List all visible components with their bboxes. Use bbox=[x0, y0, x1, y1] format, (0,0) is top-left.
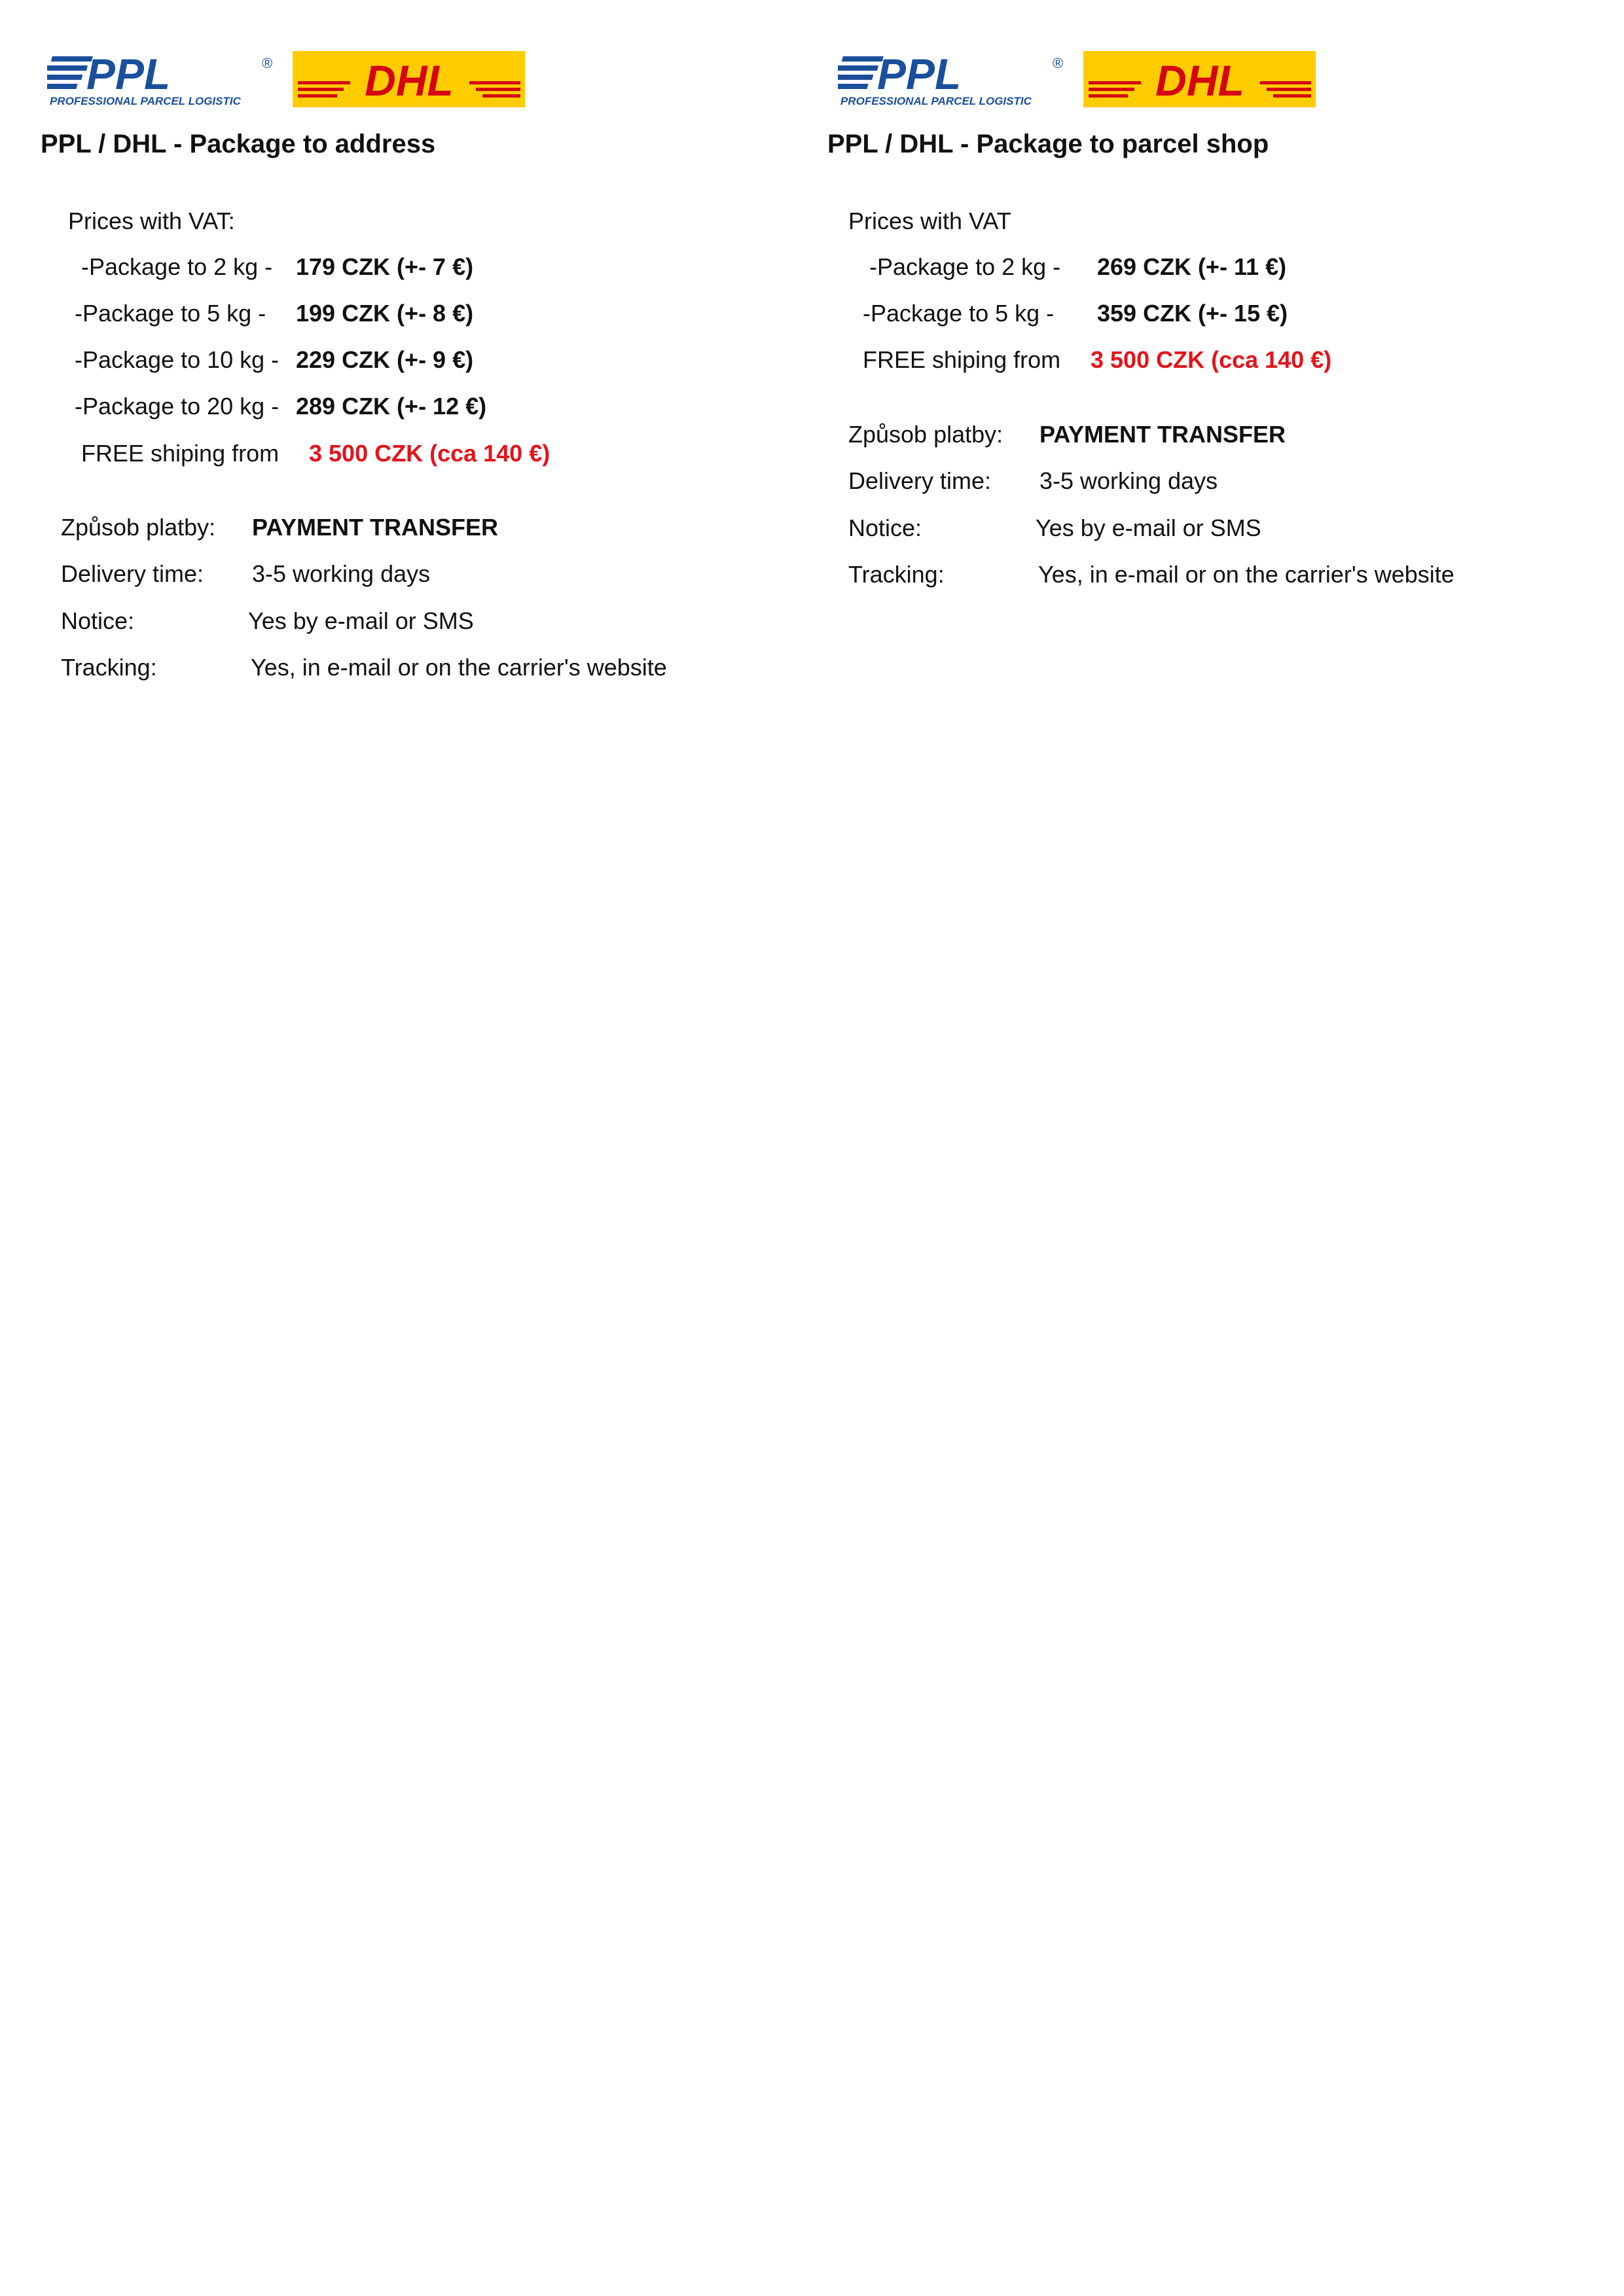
info-value: PAYMENT TRANSFER bbox=[1039, 421, 1286, 448]
info-value: Yes, in e-mail or on the carrier's website bbox=[251, 654, 667, 681]
svg-text:PPL: PPL bbox=[877, 51, 962, 98]
dhl-logo bbox=[1083, 51, 1316, 107]
info-label: Způsob platby: bbox=[848, 421, 1003, 448]
info-label: Tracking: bbox=[848, 561, 945, 588]
package-to-address-section bbox=[0, 0, 785, 720]
package-to-parcel-shop-section bbox=[783, 0, 1568, 720]
prices-label: Prices with VAT bbox=[848, 207, 1011, 234]
package-label: -Package to 20 kg - bbox=[75, 393, 280, 420]
svg-text:®: ® bbox=[262, 55, 273, 71]
package-label: -Package to 2 kg - bbox=[81, 253, 273, 280]
info-value: 3-5 working days bbox=[1039, 467, 1218, 494]
prices-label: Prices with VAT: bbox=[68, 207, 235, 234]
info-row-delivery bbox=[61, 560, 431, 588]
package-price: 359 CZK (+- 15 €) bbox=[1097, 300, 1288, 327]
info-label: Notice: bbox=[61, 607, 135, 634]
info-row-payment bbox=[848, 420, 1286, 449]
free-shipping-label: FREE shiping from bbox=[81, 440, 280, 467]
info-label: Delivery time: bbox=[848, 467, 992, 494]
package-price: 269 CZK (+- 11 €) bbox=[1097, 253, 1287, 280]
price-row bbox=[869, 253, 1287, 281]
info-value: PAYMENT TRANSFER bbox=[252, 514, 499, 541]
svg-text:PPL: PPL bbox=[86, 51, 171, 98]
info-row-tracking bbox=[61, 653, 667, 682]
svg-text:DHL: DHL bbox=[365, 56, 454, 105]
free-shipping-threshold: 3 500 CZK (cca 140 €) bbox=[1091, 346, 1332, 373]
ppl-logo bbox=[838, 51, 1067, 109]
svg-text:PROFESSIONAL PARCEL LOGISTIC: PROFESSIONAL PARCEL LOGISTIC bbox=[50, 95, 241, 107]
carrier-logos bbox=[47, 51, 532, 109]
info-value: Yes by e-mail or SMS bbox=[1036, 514, 1261, 541]
free-shipping-label: FREE shiping from bbox=[863, 346, 1061, 373]
price-row bbox=[75, 346, 474, 374]
info-row-payment bbox=[61, 513, 499, 542]
package-price: 289 CZK (+- 12 €) bbox=[296, 393, 487, 420]
price-row bbox=[75, 392, 487, 421]
svg-text:®: ® bbox=[1053, 55, 1064, 71]
package-label: -Package to 5 kg - bbox=[75, 300, 266, 327]
section-title: PPL / DHL - Package to parcel shop bbox=[827, 130, 1269, 158]
package-label: -Package to 2 kg - bbox=[869, 253, 1061, 280]
info-row-notice bbox=[61, 607, 474, 636]
info-label: Způsob platby: bbox=[61, 514, 216, 541]
section-title: PPL / DHL - Package to address bbox=[41, 130, 436, 158]
package-price: 199 CZK (+- 8 €) bbox=[296, 300, 474, 327]
info-value: Yes, in e-mail or on the carrier's website bbox=[1038, 561, 1454, 588]
svg-text:DHL: DHL bbox=[1155, 56, 1244, 105]
ppl-logo bbox=[47, 51, 276, 109]
info-label: Delivery time: bbox=[61, 560, 204, 587]
info-label: Tracking: bbox=[61, 654, 157, 681]
price-row bbox=[81, 253, 474, 281]
carrier-logos bbox=[838, 51, 1322, 109]
price-row bbox=[863, 299, 1288, 328]
package-label: -Package to 5 kg - bbox=[863, 300, 1055, 327]
info-value: Yes by e-mail or SMS bbox=[248, 607, 474, 634]
package-price: 229 CZK (+- 9 €) bbox=[296, 346, 474, 373]
info-row-notice bbox=[848, 514, 1261, 543]
free-shipping-row bbox=[81, 439, 550, 468]
dhl-logo bbox=[293, 51, 525, 107]
package-label: -Package to 10 kg - bbox=[75, 346, 280, 373]
svg-text:PROFESSIONAL PARCEL LOGISTIC: PROFESSIONAL PARCEL LOGISTIC bbox=[840, 95, 1032, 107]
info-row-delivery bbox=[848, 467, 1218, 495]
info-value: 3-5 working days bbox=[252, 560, 431, 587]
free-shipping-row bbox=[863, 346, 1332, 374]
package-price: 179 CZK (+- 7 €) bbox=[296, 253, 474, 280]
price-row bbox=[75, 299, 474, 328]
free-shipping-threshold: 3 500 CZK (cca 140 €) bbox=[309, 440, 550, 467]
info-label: Notice: bbox=[848, 514, 922, 541]
info-row-tracking bbox=[848, 560, 1454, 589]
